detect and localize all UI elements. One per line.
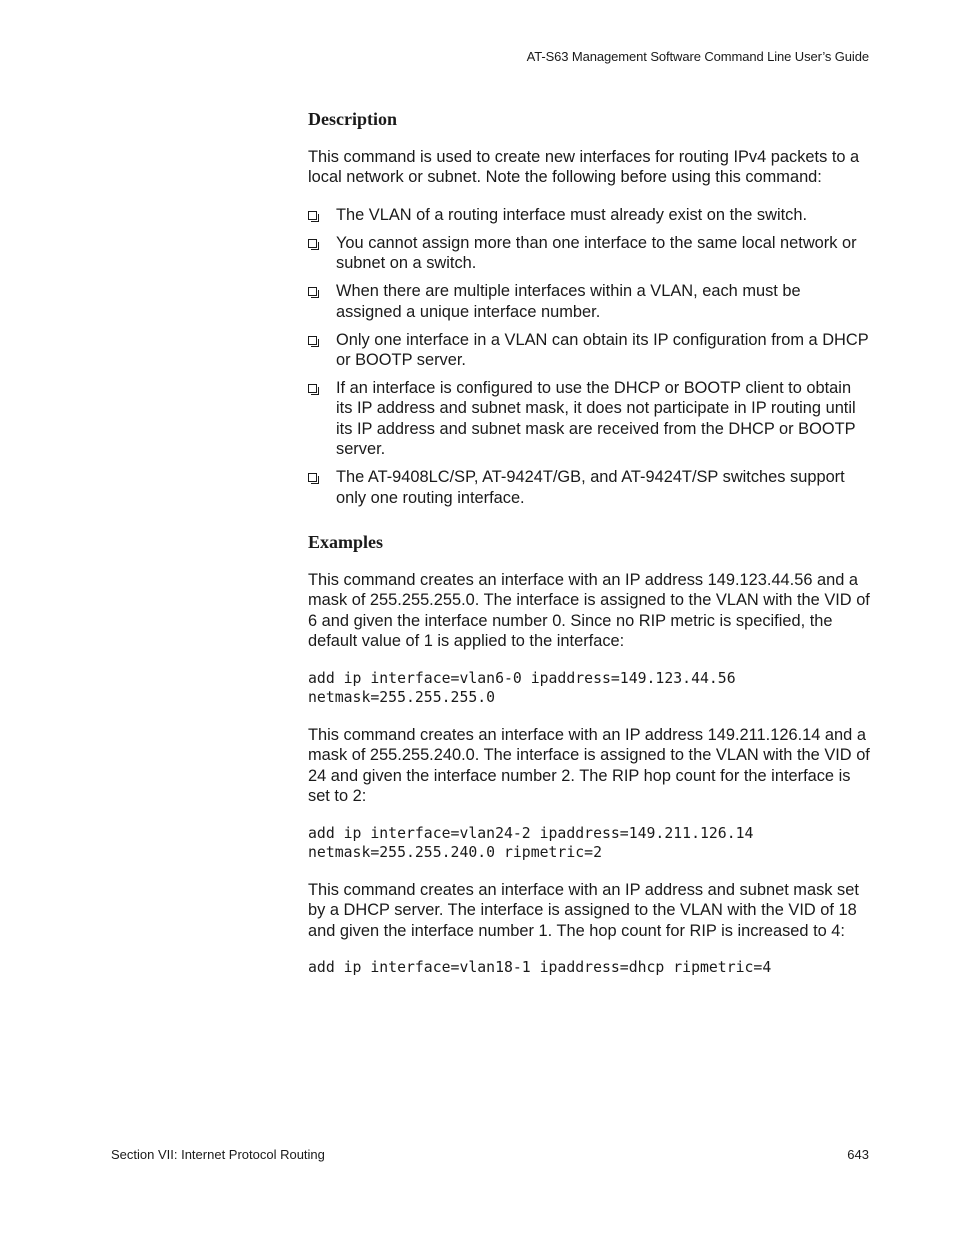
list-item <box>308 378 870 460</box>
checkbox-bullet-icon <box>308 336 317 345</box>
example-3-code: add ip interface=vlan18-1 ipaddress=dhcp ripmetric=4 <box>308 958 772 976</box>
list-item-text: If an interface is configured to use the DHCP or BOOTP client to obtain its IP address and subnet mask, it does not participate in IP routing until its IP address and subnet mask are received from the DHCP or BOOTP server. <box>336 379 856 459</box>
list-item <box>308 233 870 274</box>
checkbox-bullet-icon <box>308 239 317 248</box>
list-item <box>308 330 870 371</box>
page-content <box>308 107 870 995</box>
footer-section: Section VII: Internet Protocol Routing <box>111 1147 325 1162</box>
example-1-code: add ip interface=vlan6-0 ipaddress=149.123.44.56 netmask=255.255.255.0 <box>308 669 736 707</box>
running-header: AT-S63 Management Software Command Line User’s Guide <box>526 49 869 64</box>
note-list <box>308 205 870 508</box>
examples-heading: Examples <box>308 532 384 553</box>
checkbox-bullet-icon <box>308 287 317 296</box>
checkbox-bullet-icon <box>308 211 317 220</box>
list-item <box>308 467 870 508</box>
list-item-text: When there are multiple interfaces within a VLAN, each must be assigned a unique interface number. <box>336 282 801 321</box>
list-item <box>308 281 870 322</box>
checkbox-bullet-icon <box>308 473 317 482</box>
list-item-text: You cannot assign more than one interface to the same local network or subnet on a switch. <box>336 233 857 273</box>
example-1-text: This command creates an interface with an IP address 149.123.44.56 and a mask of 255.255.255.0. The interface is assigned to the VLAN with the VID of 6 and given the interface number 0. Since no RIP metric is specified, the default value of 1 is applied to the interface: <box>308 571 870 651</box>
example-2-text: This command creates an interface with an IP address 149.211.126.14 and a mask of 255.255.240.0. The interface is assigned to the VLAN with the VID of 24 and given the interface number 2. The RIP hop count for the interface is set to 2: <box>308 725 870 806</box>
example-2-code: add ip interface=vlan24-2 ipaddress=149.211.126.14 netmask=255.255.240.0 ripmetric=2 <box>308 824 754 862</box>
example-3-text: This command creates an interface with an IP address and subnet mask set by a DHCP server. The interface is assigned to the VLAN with the VID of 18 and given the interface number 1. The hop count for RIP is increased to 4: <box>308 880 859 940</box>
list-item <box>308 205 870 225</box>
list-item-text: Only one interface in a VLAN can obtain its IP configuration from a DHCP or BOOTP server. <box>336 330 869 370</box>
list-item-text: The VLAN of a routing interface must already exist on the switch. <box>336 205 808 224</box>
description-heading: Description <box>308 109 397 129</box>
description-intro: This command is used to create new interfaces for routing IPv4 packets to a local network or subnet. Note the following before using this command: <box>308 148 860 187</box>
footer-page-number: 643 <box>847 1147 869 1162</box>
list-item-text: The AT-9408LC/SP, AT-9424T/GB, and AT-9424T/SP switches support only one routing interface. <box>336 468 845 507</box>
checkbox-bullet-icon <box>308 384 317 393</box>
